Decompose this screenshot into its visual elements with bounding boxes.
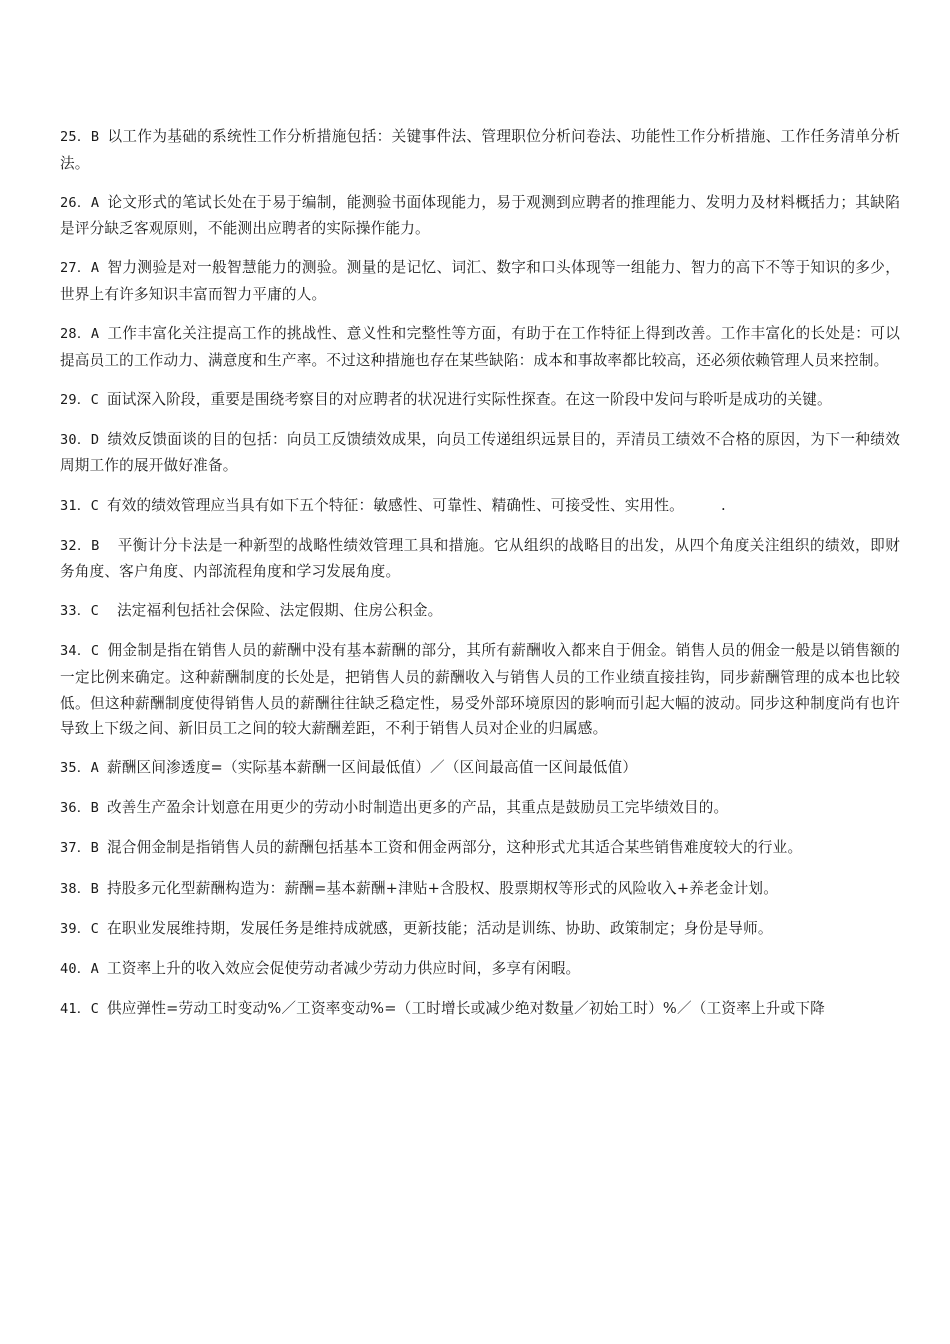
answer-letter: A (90, 260, 100, 277)
answer-letter: D (90, 431, 100, 448)
answer-item-36 (60, 795, 900, 822)
answer-item-37 (60, 835, 900, 862)
question-number: 33． (60, 603, 91, 620)
answer-letter: A (90, 760, 99, 777)
explanation-text: 工资率上升的收入效应会促使劳动者减少劳动力供应时间，多享有闲暇。 (106, 959, 581, 977)
explanation-text: 供应弹性=劳动工时变动%／工资率变动%=（工时增长或减少绝对数量／初始工时）%／（工资率上升或下降 (106, 999, 825, 1017)
question-number: 29． (60, 391, 91, 408)
question-number: 30． (60, 431, 91, 448)
explanation-text: 佣金制是指在销售人员的薪酬中没有基本薪酬的部分，其所有薪酬收入都来自于佣金。销售人员的佣金一般是以销售额的一定比例来确定。这种薪酬制度的长处是，把销售人员的薪酬收入与销售人员的工作业绩直接挂钩，同步薪酬管理的成本也比较低。但这种薪酬制度使得销售人员的薪酬往往缺乏稳定性，易受外部环境原因的影响而引起大幅的波动。同步这种制度尚有也许导致上下级之间、新旧员工之间的较大薪酬差距，不利于销售人员对企业的归属感。 (60, 642, 900, 738)
answer-letter: A (90, 960, 99, 977)
explanation-text: 改善生产盈余计划意在用更少的劳动小时制造出更多的产品，其重点是鼓励员工完毕绩效目的。 (106, 799, 729, 817)
explanation-text: 平衡计分卡法是一种新型的战略性绩效管理工具和措施。它从组织的战略目的出发，从四个角度关注组织的绩效，即财务角度、客户角度、内部流程角度和学习发展角度。 (60, 536, 901, 581)
answer-item-40 (60, 956, 900, 983)
answer-letter: B (91, 537, 100, 554)
answer-item-35 (60, 755, 900, 782)
answer-letter: C (90, 920, 99, 937)
question-number: 36． (60, 800, 91, 817)
question-number: 41． (60, 1000, 91, 1017)
explanation-text: 有效的绩效管理应当具有如下五个特征：敏感性、可靠性、精确性、可接受性、实用性。 . (106, 496, 726, 514)
answer-letter: B (90, 880, 99, 897)
explanation-text: 论文形式的笔试长处在于易于编制，能测验书面体现能力，易于观测到应聘者的推理能力、发明力及材料概括力；其缺陷是评分缺乏客观原则，不能测出应聘者的实际操作能力。 (60, 193, 900, 238)
explanation-text: 薪酬区间渗透度=（实际基本薪酬一区间最低值）／（区间最高值一区间最低值） (106, 759, 638, 777)
answer-letter: A (90, 326, 100, 343)
question-number: 38． (60, 880, 91, 897)
answer-letter: B (90, 840, 99, 857)
question-number: 40． (60, 960, 91, 977)
question-number: 28． (60, 326, 91, 343)
question-number: 26． (60, 194, 91, 211)
answer-letter: C (90, 391, 99, 408)
answer-item-29 (60, 387, 900, 414)
answer-item-27 (60, 255, 900, 307)
answer-letter: C (90, 497, 99, 514)
question-number: 27． (60, 260, 91, 277)
answer-item-32 (60, 533, 900, 585)
answer-item-33 (60, 598, 900, 625)
explanation-text: 以工作为基础的系统性工作分析措施包括：关键事件法、管理职位分析问卷法、功能性工作分析措施、工作任务清单分析法。 (60, 128, 900, 172)
answer-item-41 (60, 996, 900, 1023)
answer-letter: B (90, 800, 99, 817)
question-number: 31． (60, 497, 91, 514)
question-number: 34． (60, 643, 91, 660)
answer-item-39 (60, 916, 900, 943)
explanation-text: 面试深入阶段，重要是围绕考察目的对应聘者的状况进行实际性探查。在这一阶段中发问与聆听是成功的关键。 (106, 390, 832, 408)
answer-item-31 (60, 493, 900, 520)
explanation-text: 智力测验是对一般智慧能力的测验。测量的是记忆、词汇、数字和口头体现等一组能力、智力的高下不等于知识的多少，世界上有许多知识丰富而智力平庸的人。 (60, 259, 900, 303)
question-number: 25． (60, 129, 91, 145)
explanation-text: 持股多元化型薪酬构造为：薪酬=基本薪酬+津贴+含股权、股票期权等形式的风险收入+养老金计划。 (106, 879, 779, 897)
explanation-text: 工作丰富化关注提高工作的挑战性、意义性和完整性等方面，有助于在工作特征上得到改善。工作丰富化的长处是：可以提高员工的工作动力、满意度和生产率。不过这种措施也存在某些缺陷：成本和事故率都比较高，还必须依赖管理人员来控制。 (60, 325, 900, 369)
answer-item-34 (60, 638, 900, 741)
answer-item-26 (60, 190, 900, 242)
question-number: 35． (60, 760, 91, 777)
explanation-text: 在职业发展维持期，发展任务是维持成就感，更新技能；活动是训练、协助、政策制定；身份是导师。 (106, 919, 773, 937)
explanation-text: 绩效反馈面谈的目的包括：向员工反馈绩效成果，向员工传递组织远景目的，弄清员工绩效不合格的原因，为下一种绩效周期工作的展开做好准备。 (60, 430, 900, 475)
question-number: 39． (60, 920, 91, 937)
answer-letter: C (90, 603, 99, 620)
answer-letter: C (90, 1000, 99, 1017)
answer-item-28 (60, 321, 900, 373)
question-number: 32． (60, 537, 92, 554)
answer-letter: B (90, 129, 100, 145)
answer-letter: A (90, 194, 100, 211)
explanation-text: 法定福利包括社会保险、法定假期、住房公积金。 (116, 602, 443, 620)
answer-item-25 (60, 124, 900, 176)
question-number: 37． (60, 840, 91, 857)
answer-item-38 (60, 876, 900, 903)
answer-explanations (60, 124, 900, 1036)
answer-letter: C (90, 643, 100, 660)
answer-item-30 (60, 427, 900, 479)
explanation-text: 混合佣金制是指销售人员的薪酬包括基本工资和佣金两部分，这种形式尤其适合某些销售难度较大的行业。 (106, 839, 803, 857)
